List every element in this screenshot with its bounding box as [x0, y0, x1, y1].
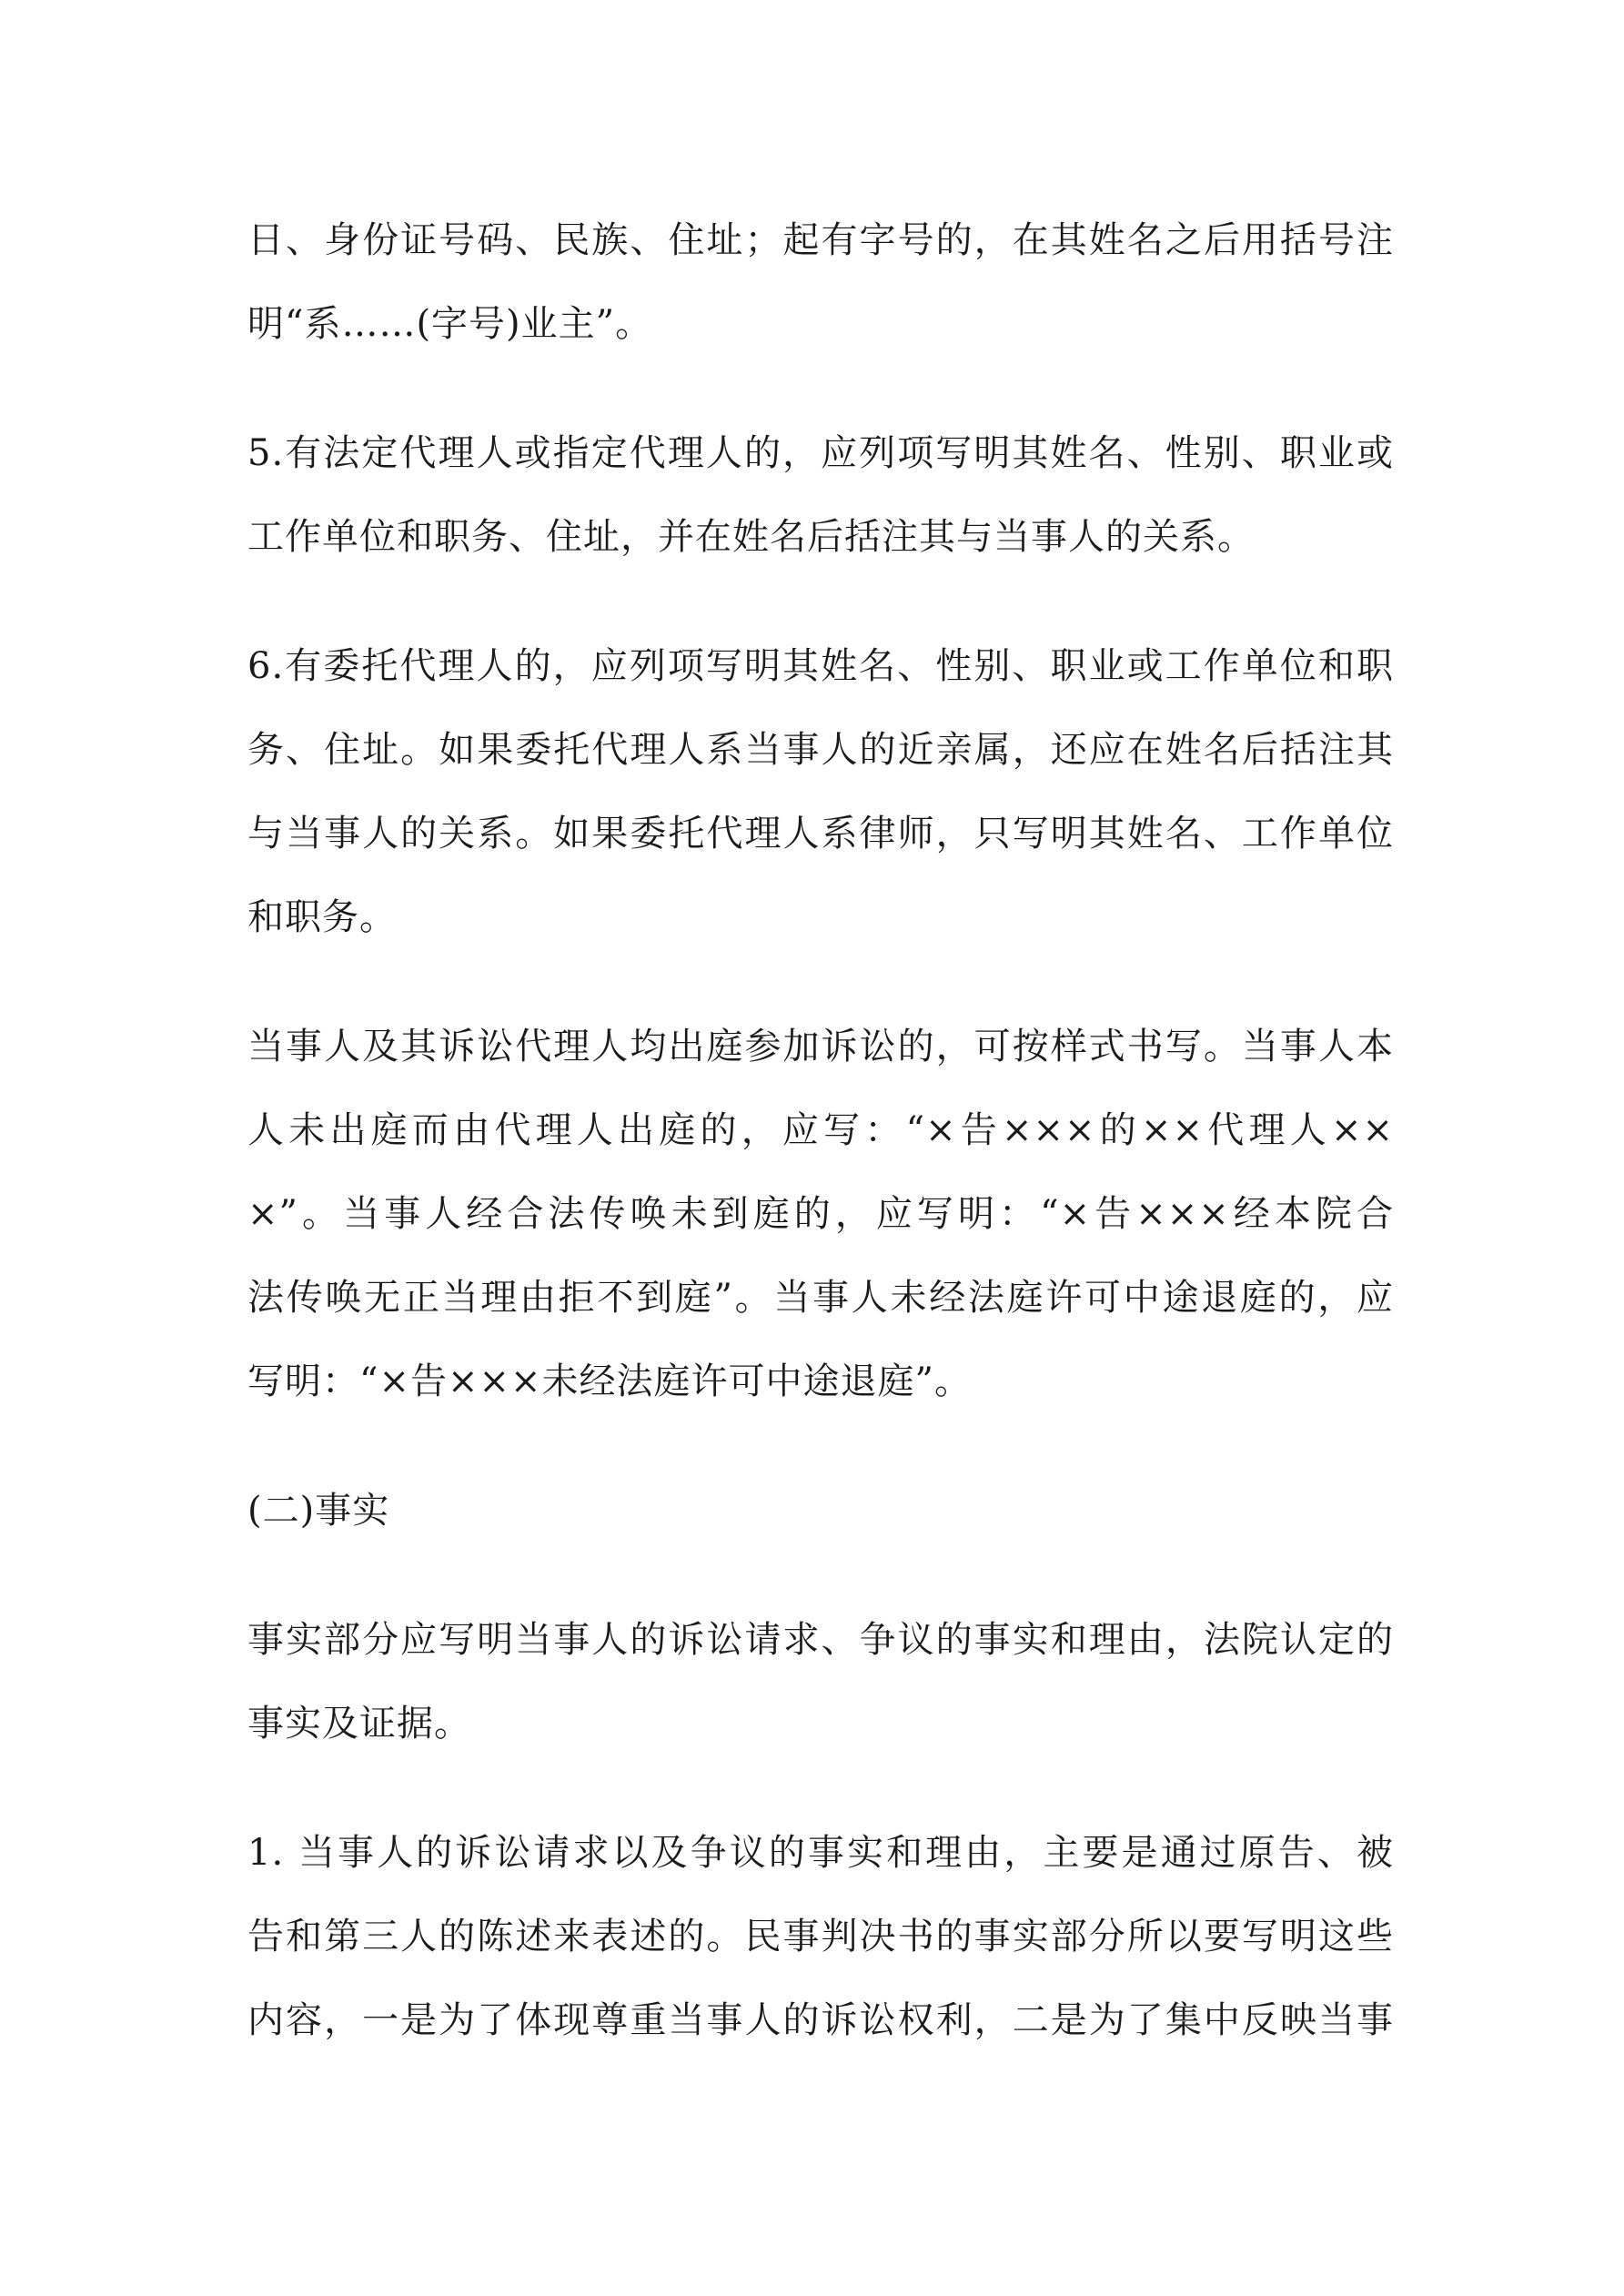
paragraph-facts-intro — [247, 1598, 1394, 1765]
document-body — [247, 198, 1394, 2108]
text-line: 日、身份证号码、民族、住址；起有字号的，在其姓名之后用括号注 — [247, 219, 1394, 261]
text-line: ×”。当事人经合法传唤未到庭的，应写明：“×告×××经本院合 — [247, 1193, 1394, 1235]
text-line: 事实部分应写明当事人的诉讼请求、争议的事实和理由，法院认定的 — [247, 1619, 1394, 1661]
text-line: 写明：“×告×××未经法庭许可中途退庭”。 — [247, 1360, 972, 1402]
text-line: 1. 当事人的诉讼请求以及争议的事实和理由，主要是通过原告、被 — [247, 1832, 1394, 1874]
text-line: 内容，一是为了体现尊重当事人的诉讼权利，二是为了集中反映当事 — [247, 1999, 1394, 2041]
paragraph-item-6-entrusted-agent — [247, 624, 1394, 959]
text-line: 人未出庭而由代理人出庭的，应写：“×告×××的××代理人×× — [247, 1109, 1394, 1151]
paragraph-facts-item-1 — [247, 1811, 1394, 2062]
text-line: 当事人及其诉讼代理人均出庭参加诉讼的，可按样式书写。当事人本 — [247, 1026, 1394, 1067]
text-line: 和职务。 — [247, 896, 397, 938]
text-line: 5.有法定代理人或指定代理人的，应列项写明其姓名、性别、职业或 — [247, 432, 1394, 474]
paragraph-party-info-continued — [247, 198, 1394, 366]
text-line: 与当事人的关系。如果委托代理人系律师，只写明其姓名、工作单位 — [247, 813, 1394, 855]
paragraph-court-appearance — [247, 1005, 1394, 1423]
text-line: 6.有委托代理人的，应列项写明其姓名、性别、职业或工作单位和职 — [247, 645, 1394, 687]
section-heading-facts — [247, 1469, 1394, 1553]
text-line: 明“系……(字号)业主”。 — [247, 303, 653, 345]
text-line: (二)事实 — [247, 1490, 390, 1532]
paragraph-item-5-legal-agent — [247, 411, 1394, 579]
text-line: 法传唤无正当理由拒不到庭”。当事人未经法庭许可中途退庭的，应 — [247, 1277, 1394, 1319]
text-line: 事实及证据。 — [247, 1703, 471, 1745]
text-line: 工作单位和职务、住址，并在姓名后括注其与当事人的关系。 — [247, 516, 1255, 558]
text-line: 告和第三人的陈述来表述的。民事判决书的事实部分所以要写明这些 — [247, 1916, 1394, 1957]
text-line: 务、住址。如果委托代理人系当事人的近亲属，还应在姓名后括注其 — [247, 729, 1394, 771]
